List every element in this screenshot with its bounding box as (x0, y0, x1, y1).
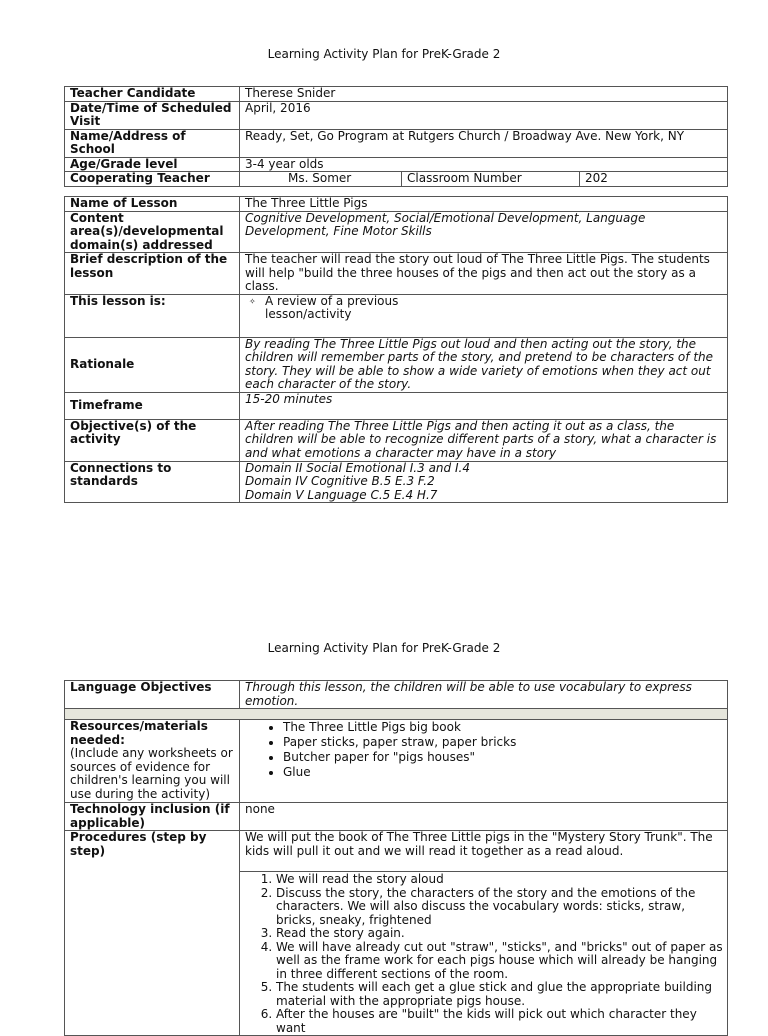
procedure-step: 5. The students will each get a glue stick and glue the appropriate building material with the appropriate pigs house. (276, 981, 727, 1008)
resources-title: Resources/materials needed: (70, 719, 208, 747)
timeframe-label: Timeframe (65, 392, 240, 419)
age-label: Age/Grade level (65, 157, 240, 172)
procedure-step: 4. We will have already cut out "straw", "sticks", and "bricks" out of paper as well as the frame work for each pigs house which will already be hanging in three different sections of the room. (276, 941, 727, 982)
rationale-value: By reading The Three Little Pigs out loud and then acting out the story, the children will remember parts of the story, and pretend to be characters of the story. They will be able to show a wide variety of emotions when they act out each character of the story. (240, 337, 728, 392)
procedures-value (240, 831, 728, 1036)
objective-label: Objective(s) of the activity (65, 419, 240, 461)
standards-value (240, 461, 728, 503)
technology-label: Technology inclusion (if applicable) (65, 803, 240, 831)
procedure-step: 1. We will read the story aloud (276, 873, 727, 887)
date-label: Date/Time of Scheduled Visit (65, 101, 240, 129)
page-title-2: Learning Activity Plan for PreK-Grade 2 (267, 641, 501, 655)
resource-item: • The Three Little Pigs big book (283, 720, 722, 735)
classroom-number-value: 202 (580, 172, 728, 187)
school-label: Name/Address of School (65, 129, 240, 157)
standard-item: Domain IV Cognitive B.5 E.3 F.2 (245, 474, 435, 488)
content-area-label: Content area(s)/developmental domain(s) addressed (65, 211, 240, 253)
brief-description-value: The teacher will read the story out loud of The Three Little Pigs. The students will help "build the three houses of the pigs and then act out the story as a class. (240, 253, 728, 295)
resources-value (240, 720, 728, 803)
lesson-name-value: The Three Little Pigs (240, 197, 728, 212)
lesson-is-item: ✧ A review of a previous lesson/activity (249, 295, 415, 322)
resources-note: (Include any worksheets or sources of evidence for children's learning you will use during the activity) (70, 746, 233, 801)
standard-item: Domain II Social Emotional I.3 and I.4 (245, 460, 470, 475)
technology-value: none (240, 803, 728, 831)
procedures-intro: We will put the book of The Three Little pigs in the "Mystery Story Trunk". The kids will pull it out and we will read it together as a read aloud. (240, 831, 727, 872)
procedure-step: 2. Discuss the story, the characters of the story and the emotions of the characters. We will also discuss the vocabulary words: sticks, straw, bricks, sneaky, frightened (276, 887, 727, 928)
standard-item: Domain V Language C.5 E.4 H.7 (245, 487, 438, 502)
timeframe-value: 15-20 minutes (240, 392, 728, 419)
language-objectives-label: Language Objectives (65, 681, 240, 709)
age-value: 3-4 year olds (240, 157, 728, 172)
resource-item: • Butcher paper for "pigs houses" (283, 750, 722, 765)
classroom-number-label: Classroom Number (402, 172, 580, 187)
school-value: Ready, Set, Go Program at Rutgers Church / Broadway Ave. New York, NY (240, 129, 728, 157)
lesson-is-value (240, 294, 728, 337)
page-title: Learning Activity Plan for PreK-Grade 2 (267, 47, 501, 61)
resource-item: • Glue (283, 765, 722, 780)
objective-value: After reading The Three Little Pigs and then acting it out as a class, the children will be able to recognize different parts of a story, what a character is and what emotions a character may have in a story (240, 419, 728, 461)
procedure-step: 6. After the houses are "built" the kids will pick out which character they want (276, 1008, 727, 1035)
cooperating-teacher-label: Cooperating Teacher (65, 172, 240, 187)
teacher-candidate-label: Teacher Candidate (65, 87, 240, 102)
resources-label (65, 720, 240, 803)
activity-table (64, 680, 728, 1036)
content-area-value: Cognitive Development, Social/Emotional Development, Language Development, Fine Motor Skills (240, 211, 728, 253)
lesson-table (64, 196, 728, 503)
teacher-candidate-value: Therese Snider (240, 87, 728, 102)
cooperating-teacher-value: Ms. Somer (240, 172, 402, 187)
lesson-is-label: This lesson is: (65, 294, 240, 337)
procedure-step: 3. Read the story again. (276, 927, 727, 941)
procedures-label: Procedures (step by step) (65, 831, 240, 1036)
language-objectives-value: Through this lesson, the children will be able to use vocabulary to express emotion. (240, 681, 728, 709)
resource-item: • Paper sticks, paper straw, paper bricks (283, 735, 722, 750)
brief-description-label: Brief description of the lesson (65, 253, 240, 295)
date-value: April, 2016 (240, 101, 728, 129)
candidate-info-table (64, 86, 728, 187)
standards-label: Connections to standards (65, 461, 240, 503)
rationale-label: Rationale (65, 337, 240, 392)
lesson-name-label: Name of Lesson (65, 197, 240, 212)
shaded-separator-row (65, 709, 728, 720)
